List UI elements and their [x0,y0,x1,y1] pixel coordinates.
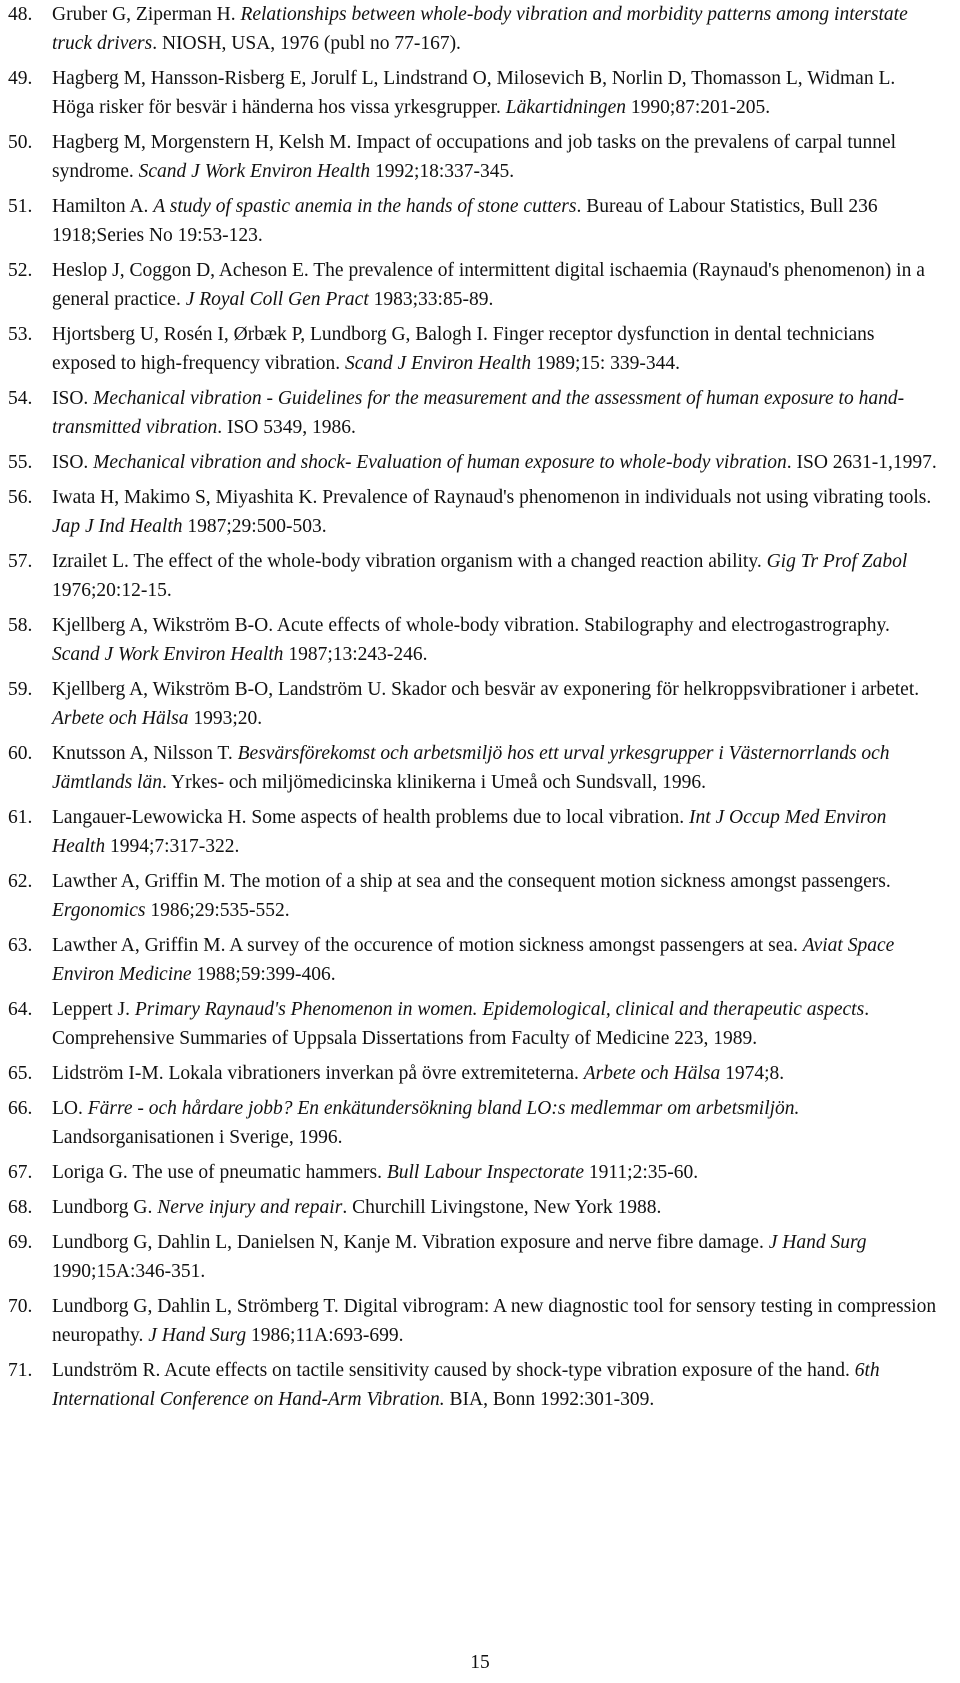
reference-item [0,1193,940,1222]
reference-text-segment: Lawther A, Griffin M. A survey of the occurence of motion sickness amongst passengers at sea. [52,935,803,956]
reference-title-italic: Relationships between whole-body vibration and morbidity patterns among interstate truck drivers [52,4,908,54]
reference-item [0,1292,940,1350]
reference-item [0,1094,940,1152]
reference-text-segment: 1976;20:12-15. [52,580,172,601]
reference-item [0,1228,940,1286]
reference-text [52,1193,940,1222]
reference-text [52,867,940,925]
reference-number: 65. [8,1063,33,1084]
reference-text-segment: LO. [52,1098,88,1119]
reference-text-segment: Leppert J. [52,999,135,1020]
reference-text-segment: Lundborg G. [52,1197,158,1218]
reference-text [52,611,940,669]
reference-text-segment: . NIOSH, USA, 1976 (publ no 77-167). [152,33,461,54]
reference-text-segment: ISO. [52,452,94,473]
reference-text [52,256,940,314]
reference-number: 68. [8,1197,33,1218]
reference-text [52,739,940,797]
reference-title-italic: Gig Tr Prof Zabol [766,551,908,572]
reference-item [0,675,940,733]
reference-text [52,192,940,250]
reference-text [52,1094,940,1152]
reference-title-italic: Nerve injury and repair [157,1197,343,1218]
reference-text [52,483,940,541]
reference-text-segment: . Bureau of Labour Statistics, Bull 236 1918;Series No 19:53-123. [52,196,878,246]
reference-number: 61. [8,807,33,828]
reference-item [0,128,940,186]
reference-text-segment: 1990;87:201-205. [626,97,771,118]
reference-text-segment: Lundström R. Acute effects on tactile sensitivity caused by shock-type vibration exposure of the hand. [52,1360,855,1381]
reference-text [52,384,940,442]
reference-item [0,448,940,477]
reference-text-segment: Lawther A, Griffin M. The motion of a ship at sea and the consequent motion sickness amongst passengers. [52,871,891,892]
reference-item [0,1158,940,1187]
reference-text [52,1356,940,1414]
reference-title-italic: Bull Labour Inspectorate [386,1162,584,1183]
reference-title-italic: Jap J Ind Health [52,516,183,537]
reference-number: 48. [8,4,33,25]
reference-text [52,1158,940,1187]
reference-text-segment: Kjellberg A, Wikström B-O. Acute effects of whole-body vibration. Stabilography and electrogastrography. [52,615,890,636]
reference-number: 70. [8,1296,33,1317]
reference-item [0,1356,940,1414]
reference-text-segment: Izrailet L. The effect of the whole-body vibration organism with a changed reaction ability. [52,551,767,572]
reference-title-italic: Färre - och hårdare jobb? En enkätundersökning bland LO:s medlemmar om arbetsmiljön. [87,1098,800,1119]
reference-text [52,448,940,477]
reference-number: 71. [8,1360,33,1381]
reference-text-segment: Hagberg M, Morgenstern H, Kelsh M. Impact of occupations and job tasks on the prevalens of carpal tunnel syndrome. [52,132,897,182]
reference-text-segment: Hjortsberg U, Rosén I, Ørbæk P, Lundborg G, Balogh I. Finger receptor dysfunction in dental technicians exposed to high-frequency vibration. [52,324,875,374]
reference-number: 59. [8,679,33,700]
reference-number: 50. [8,132,33,153]
reference-text-segment: . Comprehensive Summaries of Uppsala Dissertations from Faculty of Medicine 223, 1989. [52,999,870,1049]
reference-title-italic: Mechanical vibration - Guidelines for the measurement and the assessment of human exposure to hand-transmitted vibration [52,388,905,438]
reference-text-segment: 1992;18:337-345. [370,161,515,182]
reference-number: 51. [8,196,33,217]
reference-item [0,1059,940,1088]
reference-title-italic: J Hand Surg [768,1232,867,1253]
reference-text-segment: Gruber G, Ziperman H. [52,4,241,25]
reference-text-segment: 1911;2:35-60. [584,1162,699,1183]
reference-item [0,483,940,541]
reference-text-segment: 1988;59:399-406. [191,964,336,985]
reference-text-segment: . Churchill Livingstone, New York 1988. [342,1197,662,1218]
reference-item [0,0,940,58]
reference-text [52,1228,940,1286]
reference-item [0,803,940,861]
reference-number: 60. [8,743,33,764]
reference-title-italic: Ergonomics [52,900,146,921]
reference-title-italic: J Royal Coll Gen Pract [185,289,369,310]
reference-text [52,64,940,122]
reference-text-segment: . ISO 2631-1,1997. [786,452,937,473]
reference-text-segment: 1987;13:243-246. [283,644,428,665]
reference-title-italic: Aviat Space Environ Medicine [52,935,895,985]
reference-title-italic: Scand J Work Environ Health [52,644,284,665]
reference-text-segment: Kjellberg A, Wikström B-O, Landström U. Skador och besvär av exponering för helkroppsvibrationer i arbetet. [52,679,920,700]
reference-text-segment: 1993;20. [188,708,263,729]
reference-text-segment: 1983;33:85-89. [368,289,494,310]
reference-item [0,192,940,250]
page-number: 15 [470,1652,490,1673]
reference-title-italic: Primary Raynaud's Phenomenon in women. Epidemological, clinical and therapeutic aspects [134,999,865,1020]
reference-text-segment: Lidström I-M. Lokala vibrationers inverkan på övre extremiteterna. [52,1063,584,1084]
reference-text-segment: 1990;15A:346-351. [52,1261,206,1282]
reference-text [52,1292,940,1350]
reference-title-italic: Besvärsförekomst och arbetsmiljö hos ett urval yrkesgrupper i Västernorrlands och Jämtlands län [52,743,890,793]
reference-text [52,995,940,1053]
reference-number: 53. [8,324,33,345]
reference-title-italic: Scand J Work Environ Health [138,161,371,182]
reference-text-segment: 1987;29:500-503. [182,516,327,537]
reference-item [0,611,940,669]
reference-number: 52. [8,260,33,281]
reference-text-segment: Landsorganisationen i Sverige, 1996. [52,1127,343,1148]
reference-item [0,867,940,925]
reference-number: 63. [8,935,33,956]
reference-text-segment: Heslop J, Coggon D, Acheson E. The prevalence of intermittent digital ischaemia (Raynaud's phenomenon) in a general practice. [52,260,925,310]
reference-text-segment: Knutsson A, Nilsson T. [52,743,238,764]
reference-number: 64. [8,999,33,1020]
reference-number: 69. [8,1232,33,1253]
reference-item [0,739,940,797]
reference-text-segment: 1986;11A:693-699. [246,1325,404,1346]
reference-item [0,547,940,605]
reference-number: 56. [8,487,33,508]
reference-title-italic: Scand J Environ Health [344,353,532,374]
reference-text-segment: Lundborg G, Dahlin L, Strömberg T. Digital vibrogram: A new diagnostic tool for sensory testing in compression neuropathy. [52,1296,937,1346]
reference-text-segment: 1986;29:535-552. [145,900,290,921]
reference-text [52,0,940,58]
reference-number: 66. [8,1098,33,1119]
reference-text-segment: Iwata H, Makimo S, Miyashita K. Prevalence of Raynaud's phenomenon in individuals not using vibrating tools. [52,487,932,508]
reference-text-segment: 1974;8. [720,1063,785,1084]
reference-item [0,320,940,378]
reference-text [52,803,940,861]
reference-text-segment: Lundborg G, Dahlin L, Danielsen N, Kanje M. Vibration exposure and nerve fibre damage. [52,1232,769,1253]
reference-number: 67. [8,1162,33,1183]
reference-text-segment: Hagberg M, Hansson-Risberg E, Jorulf L, Lindstrand O, Milosevich B, Norlin D, Thomasson L, Widman L. Höga risker för besvär i händerna hos vissa yrkesgrupper. [52,68,896,118]
reference-text [52,547,940,605]
reference-title-italic: 6th International Conference on Hand-Arm Vibration. [52,1360,880,1410]
reference-title-italic: J Hand Surg [148,1325,247,1346]
reference-text-segment: 1994;7:317-322. [105,836,240,857]
reference-item [0,64,940,122]
reference-item [0,995,940,1053]
reference-number: 49. [8,68,33,89]
reference-text-segment: Hamilton A. [52,196,154,217]
reference-title-italic: Arbete och Hälsa [583,1063,721,1084]
reference-number: 57. [8,551,33,572]
reference-text-segment: ISO. [52,388,94,409]
reference-title-italic: Mechanical vibration and shock- Evaluation of human exposure to whole-body vibration [93,452,787,473]
reference-text [52,320,940,378]
reference-number: 54. [8,388,33,409]
reference-text [52,675,940,733]
reference-text [52,931,940,989]
reference-text-segment: Loriga G. The use of pneumatic hammers. [52,1162,387,1183]
reference-title-italic: Int J Occup Med Environ Health [52,807,887,857]
reference-title-italic: Arbete och Hälsa [52,708,189,729]
reference-text-segment: . Yrkes- och miljömedicinska klinikerna i Umeå och Sundsvall, 1996. [161,772,707,793]
reference-text-segment: Langauer-Lewowicka H. Some aspects of health problems due to local vibration. [52,807,689,828]
reference-number: 62. [8,871,33,892]
reference-item [0,931,940,989]
reference-text [52,128,940,186]
reference-text-segment: . ISO 5349, 1986. [217,417,356,438]
reference-text [52,1059,940,1088]
reference-text-segment: BIA, Bonn 1992:301-309. [444,1389,655,1410]
reference-number: 55. [8,452,33,473]
reference-item [0,384,940,442]
reference-text-segment: 1989;15: 339-344. [531,353,681,374]
reference-title-italic: A study of spastic anemia in the hands of stone cutters [153,196,577,217]
reference-item [0,256,940,314]
reference-number: 58. [8,615,33,636]
reference-title-italic: Läkartidningen [505,97,627,118]
